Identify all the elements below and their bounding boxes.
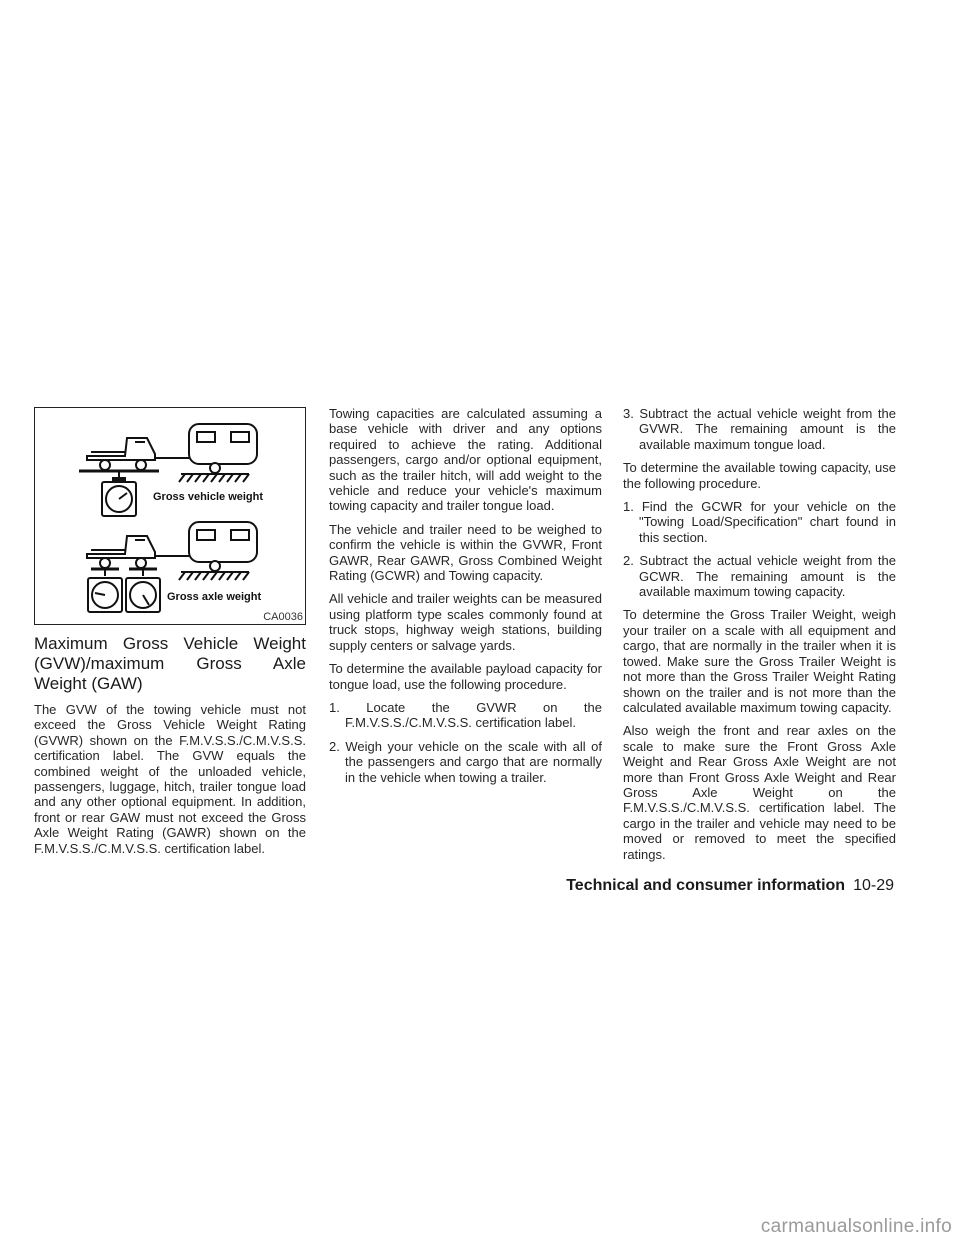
watermark: carmanualsonline.info [760, 1216, 952, 1237]
column-2 [329, 406, 602, 793]
gross-trailer-weight-paragraph: To determine the Gross Trailer Weight, weigh your trailer on a scale with all equipment and cargo, that are normally in the trailer when it is towed. Make sure the Gross Trailer Weight is not more than the Gross Trailer Weight Rating shown on the trailer and is not more than the calculated available maximum towing capacity. [623, 607, 896, 715]
gross-vehicle-weight-label: Gross vehicle weight [153, 491, 264, 503]
payload-step-1: 1. Locate the GVWR on the F.M.V.S.S./C.M.V.S.S. certification label. [329, 699, 602, 731]
weigh-paragraph: The vehicle and trailer need to be weighed to confirm the vehicle is within the GVWR, Front GAWR, Rear GAWR, Gross Combined Weight Rating (GCWR) and Towing capacity. [329, 521, 602, 584]
scales-paragraph: All vehicle and trailer weights can be measured using platform type scales commonly found at truck stops, highway weigh stations, building supply centers or salvage yards. [329, 591, 602, 653]
payload-step-3: 3. Subtract the actual vehicle weight from the GVWR. The remaining amount is the available maximum tongue load. [623, 406, 896, 452]
towing-capacity-intro-paragraph: To determine the available towing capacity, use the following procedure. [623, 460, 896, 491]
top-truck-icon [87, 438, 175, 460]
chapter-title: Technical and consumer information [566, 877, 846, 894]
top-trailer-icon [175, 424, 257, 464]
towing-step-2: 2. Subtract the actual vehicle weight from the GCWR. The remaining amount is the available maximum towing capacity. [623, 553, 896, 600]
column-1 [34, 634, 306, 864]
bottom-truck-icon [87, 536, 175, 558]
weighing-diagram [35, 408, 305, 624]
payload-intro-paragraph: To determine the available payload capacity for tongue load, use the following procedure. [329, 661, 602, 692]
weighing-illustration [34, 407, 306, 625]
payload-step-2: 2. Weigh your vehicle on the scale with all of the passengers and cargo that are normally in the vehicle when towing a trailer. [329, 738, 602, 785]
axle-weigh-paragraph: Also weigh the front and rear axles on the scale to make sure the Front Gross Axle Weight and Rear Gross Axle Weight are not more than Front Gross Axle Weight and Rear Gross Axle Weight on the F.M.V.S.S./C.M.V.S.S. certification label. The cargo in the trailer and vehicle may need to be moved or removed to meet the specified ratings. [623, 723, 896, 862]
figure-id: CA0036 [263, 611, 303, 623]
gross-axle-weight-label: Gross axle weight [167, 591, 262, 603]
column-3 [623, 406, 896, 870]
section-heading: Maximum Gross Vehicle Weight (GVW)/maximum Gross Axle Weight (GAW) [34, 634, 306, 693]
page-number: 10-29 [853, 877, 894, 894]
bottom-trailer-icon [175, 522, 257, 562]
towing-capacities-paragraph: Towing capacities are calculated assuming a base vehicle with driver and any options required to achieve the rating. Additional passengers, cargo and/or optional equipment, such as the trailer hitch, will add weight to the vehicle and reduce your vehicle's maximum towing capacity and trailer tongue load. [329, 406, 602, 514]
intro-paragraph: The GVW of the towing vehicle must not exceed the Gross Vehicle Weight Rating (GVWR) shown on the F.M.V.S.S./C.M.V.S.S. certification label. The GVW equals the combined weight of the unloaded vehicle, passengers, luggage, hitch, trailer tongue load and any other optional equipment. In addition, front or rear GAW must not exceed the Gross Axle Weight Rating (GAWR) shown on the F.M.V.S.S./C.M.V.S.S. certification label. [34, 702, 306, 856]
towing-step-1: 1. Find the GCWR for your vehicle on the "Towing Load/Specification" chart found in this section. [623, 499, 896, 545]
page-footer [566, 877, 894, 895]
